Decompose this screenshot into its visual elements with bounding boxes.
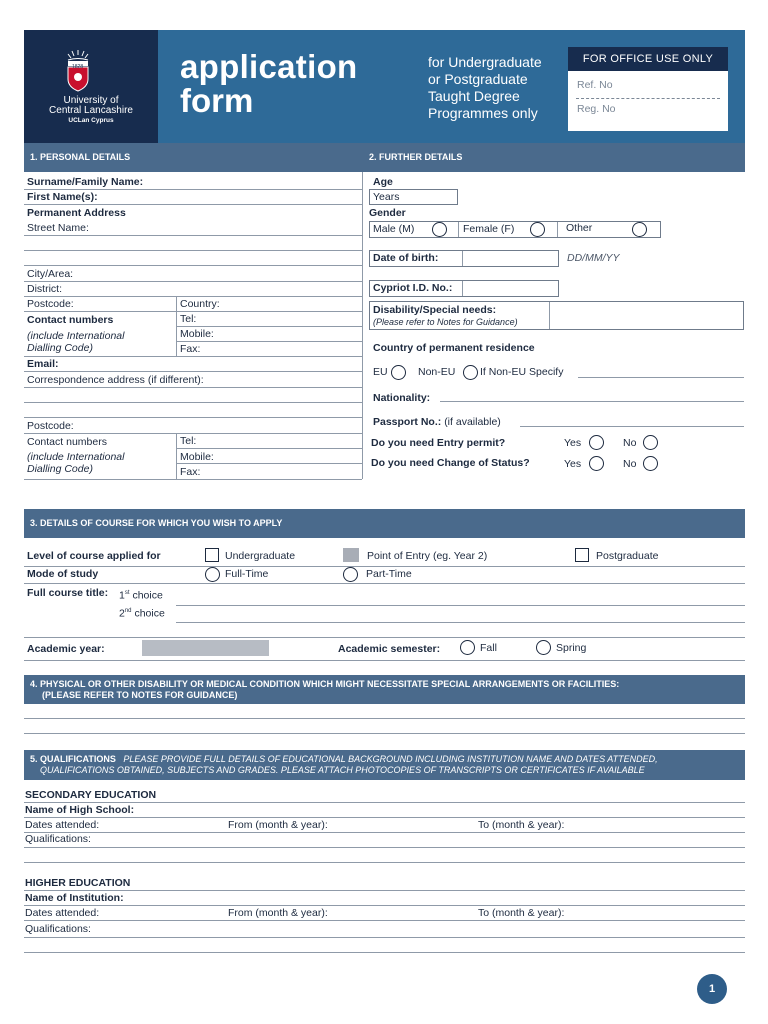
academic-year-label: Academic year:: [27, 643, 105, 655]
qualifications-label: Qualifications:: [25, 833, 91, 845]
section-3-bar: [24, 509, 745, 538]
part-time-label: Part-Time: [366, 568, 412, 580]
email-field[interactable]: [65, 357, 360, 370]
section-5-note-line1: PLEASE PROVIDE FULL DETAILS OF EDUCATIONAL BACKGROUND INCLUDING INSTITUTION NAME AND DATES ATTENDED,: [123, 754, 658, 764]
from-label: From (month & year):: [228, 819, 328, 831]
qualifications2-label: Qualifications:: [25, 923, 91, 935]
male-label: Male (M): [373, 223, 415, 235]
city-field[interactable]: [85, 267, 360, 280]
eu-radio[interactable]: [391, 365, 406, 380]
rule: [176, 433, 177, 479]
section-5-title: 5. QUALIFICATIONS: [30, 754, 116, 764]
dob-field[interactable]: [463, 251, 558, 266]
to2-field[interactable]: [575, 906, 745, 919]
rule: [24, 660, 745, 661]
rule: [24, 371, 362, 372]
female-radio[interactable]: [530, 222, 545, 237]
passport-note: (if available): [444, 416, 501, 428]
status-yes-radio[interactable]: [589, 456, 604, 471]
mobile2-field[interactable]: [222, 450, 360, 463]
district-field[interactable]: [75, 282, 360, 295]
second-choice-field[interactable]: [176, 606, 745, 621]
undergraduate-checkbox[interactable]: [205, 548, 219, 562]
rule: [24, 417, 362, 418]
rule: [557, 222, 558, 237]
rule: [24, 265, 362, 266]
postgraduate-checkbox[interactable]: [575, 548, 589, 562]
fall-label: Fall: [480, 642, 497, 654]
rule: [24, 862, 745, 863]
disability-note: (Please refer to Notes for Guidance): [373, 317, 518, 327]
office-use-title: FOR OFFICE USE ONLY: [568, 47, 728, 71]
country-label: Country:: [180, 298, 220, 310]
first-names-field[interactable]: [110, 191, 360, 204]
contact-numbers-label: Contact numbers: [27, 314, 114, 326]
ref-no-label: Ref. No: [577, 79, 613, 91]
passport-field[interactable]: [520, 426, 744, 427]
male-radio[interactable]: [432, 222, 447, 237]
other-radio[interactable]: [632, 222, 647, 237]
section-bar-1-2: [24, 143, 745, 172]
rule: [176, 448, 362, 449]
academic-semester-label: Academic semester:: [338, 643, 441, 655]
non-eu-specify-field[interactable]: [578, 377, 744, 378]
qualifications-field[interactable]: [100, 833, 745, 863]
mobile-label: Mobile:: [180, 328, 214, 340]
city-label: City/Area:: [27, 268, 74, 280]
disability-label: Disability/Special needs:: [373, 304, 497, 316]
non-eu-label: Non-EU: [418, 366, 456, 378]
second-choice-number: 2: [119, 607, 125, 620]
higher-education-heading: HIGHER EDUCATION: [25, 877, 131, 889]
postgraduate-label: Postgraduate: [596, 550, 659, 562]
postcode2-field[interactable]: [80, 419, 360, 432]
street-field[interactable]: [100, 221, 360, 234]
subtitle-line4: Programmes only: [428, 105, 538, 121]
rule: [24, 847, 745, 848]
to2-label: To (month & year):: [478, 907, 565, 919]
tel2-field[interactable]: [205, 434, 360, 447]
surname-label: Surname/Family Name:: [27, 176, 144, 188]
entry-no-label: No: [623, 437, 637, 449]
entry-yes-radio[interactable]: [589, 435, 604, 450]
street-label: Street Name:: [27, 222, 89, 234]
dialling-note-line2: Dialling Code): [27, 342, 93, 354]
form-title-line1: application: [180, 48, 358, 85]
institution-label: Name of Institution:: [25, 892, 124, 904]
age-label: Age: [373, 176, 393, 188]
point-of-entry-checkbox[interactable]: [343, 548, 359, 562]
dob-label: Date of birth:: [373, 252, 439, 264]
section-4-bar: [24, 675, 745, 704]
status-no-radio[interactable]: [643, 456, 658, 471]
section-2-title: 2. FURTHER DETAILS: [369, 152, 463, 162]
disability-details-field[interactable]: [24, 705, 745, 733]
rule: [24, 920, 745, 921]
rule: [24, 387, 362, 388]
section-5-bar: [24, 750, 745, 780]
rule: [24, 733, 745, 734]
postcode-field[interactable]: [80, 297, 175, 310]
subtitle-line1: for Undergraduate: [428, 54, 542, 70]
first-choice-suffix: st: [124, 590, 130, 596]
gender-label: Gender: [369, 207, 406, 219]
point-of-entry-label: Point of Entry (eg. Year 2): [367, 550, 488, 562]
to-field[interactable]: [575, 818, 745, 831]
district-label: District:: [27, 283, 62, 295]
institution-field[interactable]: [140, 891, 745, 904]
mobile2-label: Mobile:: [180, 451, 214, 463]
office-use-fields: [568, 71, 728, 131]
cypriot-id-field[interactable]: [463, 281, 558, 296]
change-status-label: Do you need Change of Status?: [371, 457, 530, 469]
secondary-education-heading: SECONDARY EDUCATION: [25, 789, 157, 801]
if-non-eu-label: If Non-EU Specify: [480, 366, 564, 378]
rule: [24, 235, 362, 236]
rule: [24, 204, 362, 205]
section-4-title-line1: 4. PHYSICAL OR OTHER DISABILITY OR MEDICAL CONDITION WHICH MIGHT NECESSITATE SPECIAL ARRANGEMENTS OR FACILITIES:: [30, 679, 620, 689]
rule: [24, 402, 362, 403]
first-choice-number: 1: [119, 589, 125, 602]
high-school-label: Name of High School:: [25, 804, 135, 816]
rule: [24, 637, 745, 638]
non-eu-radio[interactable]: [463, 365, 478, 380]
university-name-line1: University of: [63, 95, 119, 106]
second-choice-label: [119, 605, 165, 621]
rule: [24, 937, 745, 938]
reg-no-label: Reg. No: [577, 103, 616, 115]
entry-yes-label: Yes: [564, 437, 582, 449]
office-divider: [576, 98, 720, 99]
first-choice-word: choice: [132, 589, 163, 602]
spring-label: Spring: [556, 642, 587, 654]
tel-field[interactable]: [205, 312, 360, 325]
academic-year-field[interactable]: [142, 640, 269, 656]
first-choice-field[interactable]: [176, 589, 745, 604]
fax-field[interactable]: [205, 342, 360, 355]
tel-label: Tel:: [180, 313, 197, 325]
rule: [24, 718, 745, 719]
dob-format: DD/MM/YY: [567, 252, 620, 264]
dates-attended2-label: Dates attended:: [25, 907, 100, 919]
to-label: To (month & year):: [478, 819, 565, 831]
rule: [24, 583, 745, 584]
dialling-note-line1: (include International: [27, 330, 125, 342]
postcode2-label: Postcode:: [27, 420, 74, 432]
fax2-label: Fax:: [180, 466, 201, 478]
mobile-field[interactable]: [222, 327, 360, 340]
fax-label: Fax:: [180, 343, 201, 355]
section-1-title: 1. PERSONAL DETAILS: [30, 152, 131, 162]
first-choice-label: [119, 587, 163, 603]
age-field[interactable]: [369, 189, 458, 205]
fax2-field[interactable]: [205, 465, 360, 478]
second-choice-suffix: nd: [124, 608, 132, 614]
first-names-label: First Name(s):: [27, 191, 98, 203]
spring-radio[interactable]: [536, 640, 551, 655]
section-5-note-line2: QUALIFICATIONS OBTAINED, SUBJECTS AND GRADES. PLEASE ATTACH PHOTOCOPIES OF TRANSCRIPTS OR CERTIFICATES IF AVAILABLE: [40, 765, 645, 775]
full-course-title-label: Full course title:: [27, 587, 109, 599]
from2-field[interactable]: [338, 906, 468, 919]
contact-numbers2-label: Contact numbers: [27, 436, 107, 448]
section-3-title: 3. DETAILS OF COURSE FOR WHICH YOU WISH TO APPLY: [30, 518, 283, 528]
entry-permit-label: Do you need Entry permit?: [371, 437, 506, 449]
nationality-label: Nationality:: [373, 392, 431, 404]
form-header: [24, 30, 745, 143]
passport-line: [373, 416, 501, 429]
office-use-box: [568, 47, 728, 131]
tel2-label: Tel:: [180, 435, 197, 447]
column-divider: [362, 172, 363, 479]
rule: [24, 566, 745, 567]
full-time-radio[interactable]: [205, 567, 220, 582]
subtitle-line3: Taught Degree: [428, 88, 520, 104]
surname-field[interactable]: [160, 176, 360, 189]
from-field[interactable]: [338, 818, 468, 831]
fall-radio[interactable]: [460, 640, 475, 655]
dialling-note2-line2: Dialling Code): [27, 463, 93, 475]
rule: [24, 479, 362, 480]
rule: [24, 952, 745, 953]
status-yes-label: Yes: [564, 458, 582, 470]
rule: [176, 622, 745, 623]
entry-no-radio[interactable]: [643, 435, 658, 450]
correspondence-field[interactable]: [225, 373, 360, 386]
mode-label: Mode of study: [27, 568, 99, 580]
permanent-address-label: Permanent Address: [27, 207, 126, 219]
page-number-badge: 1: [697, 974, 727, 1004]
undergraduate-label: Undergraduate: [225, 550, 296, 562]
rule: [24, 250, 362, 251]
full-time-label: Full-Time: [225, 568, 269, 580]
high-school-field[interactable]: [150, 803, 745, 816]
passport-label: Passport No.:: [373, 416, 442, 428]
years-label: Years: [373, 191, 400, 203]
other-label: Other: [566, 222, 593, 234]
second-choice-word: choice: [134, 607, 165, 620]
country-field[interactable]: [228, 297, 360, 310]
part-time-radio[interactable]: [343, 567, 358, 582]
email-label: Email:: [27, 358, 59, 370]
logo-panel: [24, 30, 158, 143]
correspondence-label: Correspondence address (if different):: [27, 374, 204, 386]
eu-label: EU: [373, 366, 388, 378]
section-4-title-line2: (PLEASE REFER TO NOTES FOR GUIDANCE): [42, 690, 238, 700]
female-label: Female (F): [463, 223, 515, 235]
crest-year: 1828: [72, 64, 84, 70]
cypriot-id-label: Cypriot I.D. No.:: [373, 282, 453, 294]
nationality-field[interactable]: [440, 401, 744, 402]
rule: [24, 189, 362, 190]
from2-label: From (month & year):: [228, 907, 328, 919]
dialling-note2-line1: (include International: [27, 451, 125, 463]
postcode-label: Postcode:: [27, 298, 74, 310]
rule: [458, 222, 459, 237]
form-title-line2: form: [180, 82, 254, 119]
subtitle-line2: or Postgraduate: [428, 71, 528, 87]
rule: [176, 296, 177, 356]
university-name-line2: Central Lancashire: [49, 105, 133, 116]
university-campus: UCLan Cyprus: [68, 117, 114, 124]
dates-attended-label: Dates attended:: [25, 819, 100, 831]
status-no-label: No: [623, 458, 637, 470]
level-label: Level of course applied for: [27, 550, 161, 562]
disability-field[interactable]: [550, 302, 743, 329]
country-residence-label: Country of permanent residence: [373, 342, 535, 354]
